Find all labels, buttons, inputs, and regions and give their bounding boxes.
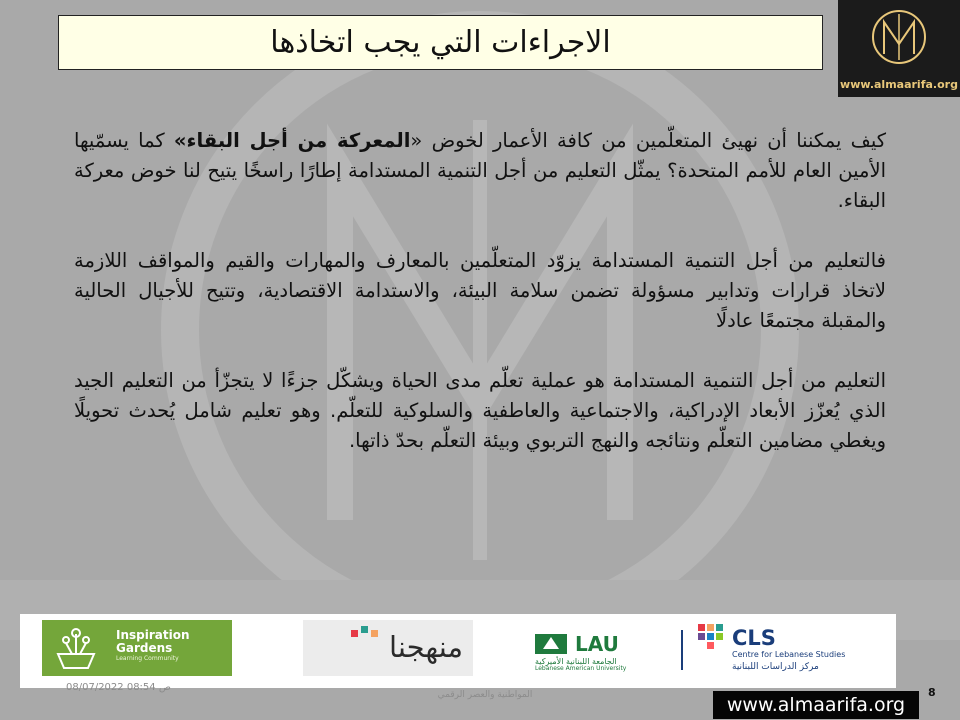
cls-english-name: Centre for Lebanese Studies (732, 650, 846, 659)
cls-square (716, 624, 723, 631)
almaarifa-logo-icon (838, 0, 960, 78)
lau-tree-icon (535, 634, 567, 654)
paragraph-1 (74, 126, 886, 216)
slide-title: الاجراءات التي يجب اتخاذها (270, 25, 611, 60)
lau-name: LAU (575, 632, 619, 656)
cls-square (707, 633, 714, 640)
lau-arabic-name: الجامعة اللبنانية الأميركية (535, 657, 617, 666)
manhajuna-text: منهجنا (389, 630, 463, 664)
paragraph-3: التعليم من أجل التنمية المستدامة هو عملية تعلّم مدى الحياة ويشكّل جزءًا لا يتجزّأ من التعليم الجيد الذي يُعزّز الأبعاد الإدراكية، والاجتماعية والعاطفية والسلوكية للتعلّم. وهو تعليم شامل يُحدث تحويلًا ويغطي مضامين التعلّم ونتائجه والنهج التربوي وبيئة التعلّم بحدّ ذاتها. (74, 369, 886, 452)
manhajuna-dot (371, 630, 378, 637)
body-text (74, 126, 886, 486)
partners-strip (20, 614, 896, 688)
manhajuna-logo (303, 620, 473, 676)
paragraph-1-intro: كيف يمكننا أن نهيئ المتعلّمين من كافة الأعمار لخوض « (410, 129, 886, 152)
tree-icon (54, 626, 98, 670)
cls-square (707, 624, 714, 631)
manhajuna-dot (361, 626, 368, 633)
footer-url[interactable]: www.almaarifa.org (713, 691, 919, 719)
inspiration-gardens-name: Inspiration Gardens (116, 628, 190, 655)
almaarifa-logo (838, 0, 960, 97)
slide-date: ص 08:54 08/07/2022 (66, 682, 171, 693)
lau-english-name: Lebanese American University (535, 665, 627, 672)
cls-arabic-name: مركز الدراسات اللبنانية (732, 662, 819, 672)
manhajuna-logo-icon (351, 630, 358, 637)
cls-squares-icon (698, 624, 705, 631)
title-box (58, 15, 823, 70)
lau-logo (535, 632, 675, 672)
cls-square (698, 633, 705, 640)
paragraph-2: فالتعليم من أجل التنمية المستدامة يزوّد المتعلّمين بالمعارف والمهارات والقيم والمواقف اللازمة لاتخاذ قرارات وتدابير مسؤولة تضمن سلامة البيئة، والاستدامة الاقتصادية، وتتيح للأجيال الحالية والمقبلة مجتمعًا عادلًا (74, 249, 886, 332)
inspiration-gardens-tagline: Learning Community (116, 655, 179, 662)
paragraph-1-rest: كما يسمّيها الأمين العام للأمم المتحدة؟ يمثّل التعليم من أجل التنمية المستدامة إطارًا راسخًا يتيح لنا خوض معركة البقاء. (74, 129, 886, 212)
footer-caption: المواطنية والعصر الرقمي (437, 690, 533, 700)
page-number: 8 (928, 686, 936, 699)
paragraph-1-bold: المعركة من أجل البقاء» (173, 129, 411, 152)
cls-logo (692, 624, 892, 680)
logo-url: www.almaarifa.org (840, 78, 958, 91)
cls-square (707, 642, 714, 649)
cls-name: CLS (732, 626, 776, 650)
inspiration-gardens-logo (42, 620, 232, 676)
partner-divider (681, 630, 683, 670)
cls-square (716, 633, 723, 640)
